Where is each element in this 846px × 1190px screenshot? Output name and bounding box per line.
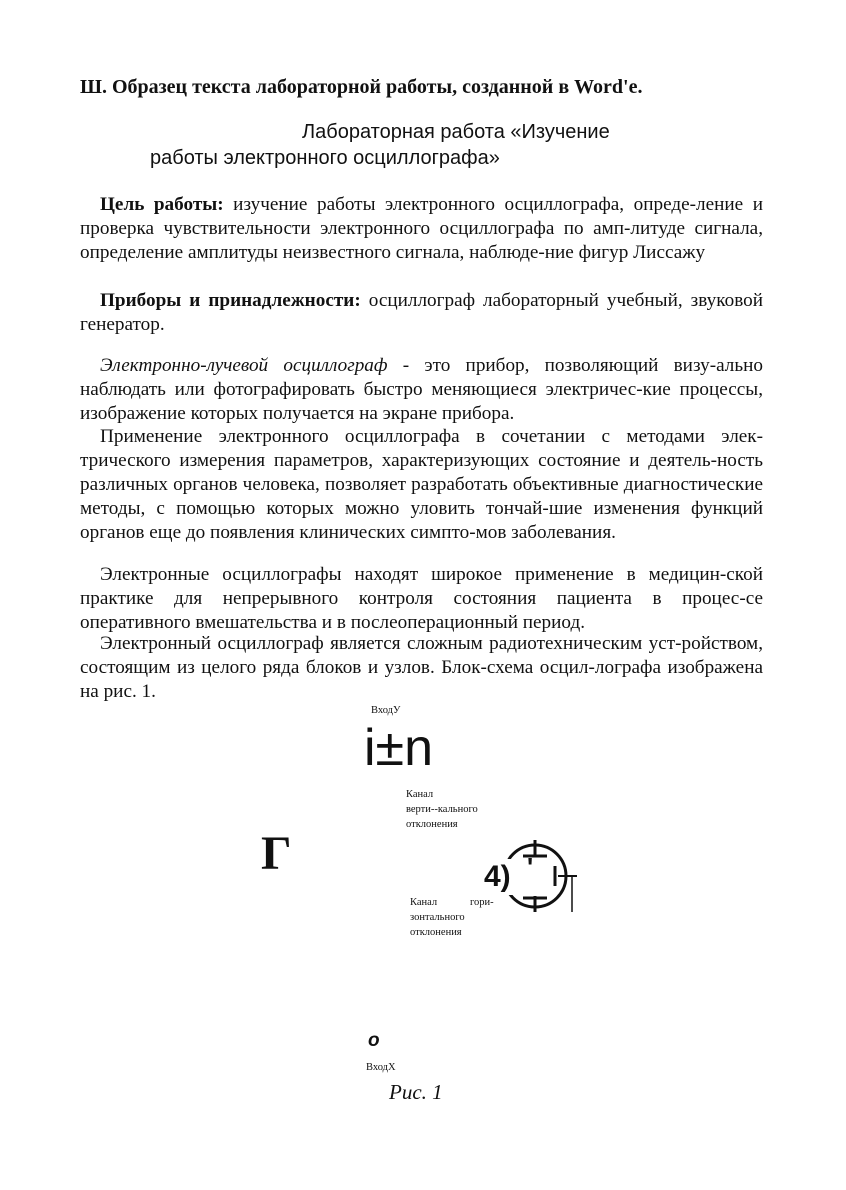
vertical-channel-line-1: Канал <box>406 789 434 800</box>
vertical-channel-line-3: отклонения <box>406 819 458 830</box>
paragraph-1-text: - это прибор, позволяющий визу-ально наблюдать или фотографировать быстро меняющиеся электричес-кие процессы, изображение которых получается на экране прибора. <box>80 355 763 424</box>
amplifier-symbol: i±n <box>364 719 434 777</box>
vertical-channel-label <box>406 787 478 832</box>
o-symbol: o <box>368 1030 380 1051</box>
input-x-label: ВходХ <box>366 1062 396 1073</box>
paragraph-oscilloscope-definition <box>80 354 763 426</box>
generator-symbol: Г <box>261 827 292 880</box>
devices-paragraph <box>80 289 763 337</box>
paragraph-application: Применение электронного осциллографа в сочетании с методами элек-трического измерения параметров, характеризующих состояние и деятель-ность различных органов человека, позволяет разработать объективные диагностические методы, с помощью которых можно уловить тончай-шие изменения функций органов еще до появления клинических симпто-мов заболевания. <box>80 426 763 543</box>
devices-label: Приборы и принадлежности: <box>100 290 361 311</box>
paragraph-medical-use: Электронные осциллографы находят широкое применение в медицин-ской практике для непрерывного контроля состояния пациента в процес-се оперативного вмешательства и в послеоперационный период. <box>80 564 763 633</box>
horizontal-channel-line-2: зонтального <box>410 912 465 923</box>
section-heading: Ш. Образец текста лабораторной работы, созданной в Word'e. <box>80 76 643 98</box>
goal-paragraph <box>80 193 763 265</box>
tube-label: 4) <box>484 860 511 893</box>
term-oscilloscope: Электронно-лучевой осциллограф <box>100 355 388 376</box>
horizontal-channel-line-1: гори- <box>470 897 494 908</box>
lab-title-line-2: работы электронного осциллографа» <box>150 147 500 169</box>
figure-caption: Рис. 1 <box>389 1080 443 1104</box>
goal-label: Цель работы: <box>100 194 224 215</box>
input-y-label: ВходУ <box>371 705 401 716</box>
horizontal-channel-line-3: отклонения <box>410 927 462 938</box>
horizontal-channel-word: Канал <box>410 897 438 908</box>
goal-text: изучение работы электронного осциллографа, опреде-ление и проверка чувствительности электронного осциллографа по амп-литуде сигнала, определение амплитуды неизвестного сигнала, наблюде-ние фигур Лиссажу <box>80 194 763 263</box>
devices-text: осциллограф лабораторный учебный, звуковой генератор. <box>80 290 763 335</box>
horizontal-channel-label <box>410 895 465 940</box>
tube-tick: ' <box>527 852 534 882</box>
vertical-channel-line-2: верти--кального <box>406 804 478 815</box>
lab-title-line-1: Лабораторная работа «Изучение <box>302 121 610 143</box>
paragraph-structure: Электронный осциллограф является сложным радиотехническим уст-ройством, состоящим из целого ряда блоков и узлов. Блок-схема осцил-лографа изображена на рис. 1. <box>80 633 763 702</box>
